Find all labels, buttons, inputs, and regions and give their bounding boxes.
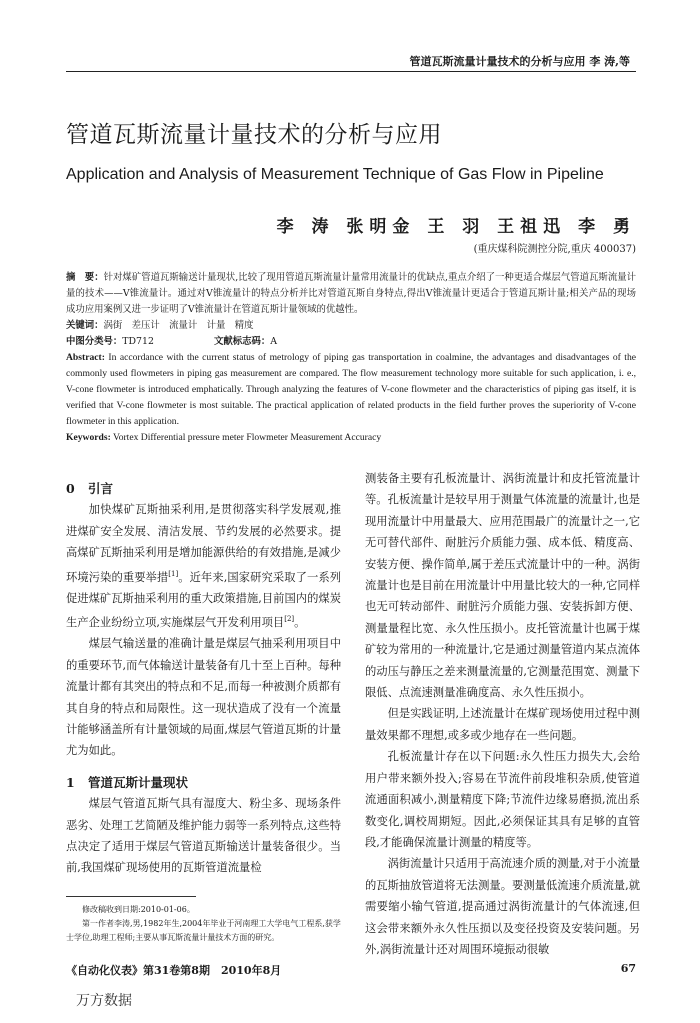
doc-code-value: A	[270, 336, 277, 347]
body-paragraph: 但是实践证明,上述流量计在煤矿现场使用过程中测量效果都不理想,或多或少地存在一些问题。	[365, 707, 640, 742]
section-heading-intro	[66, 478, 341, 499]
paper-title-chinese: 管道瓦斯流量计量技术的分析与应用	[66, 122, 442, 148]
right-column	[365, 468, 640, 960]
classification-line	[66, 334, 636, 350]
citation-ref: [1]	[168, 569, 179, 578]
body-paragraph: 测装备主要有孔板流量计、涡街流量计和皮托管流量计等。孔板流量计是较早用于测量气体流量的流量计,也是现用流量计中用量最大、应用范围最广的流量计之一,它无可替代部件、耐脏污介质能力强、成本低、精度高、安装方便、操作简单,属于差压式流量计中的一种。涡街流量计也是目前在用流量计中用量比较大的一种,它同样也无可转动部件、耐脏污介质能力强、安装拆卸方便、测量量程比宽、永久性压损小。皮托管流量计也属于煤矿较为常用的一种流量计,它是通过测量管道内某点流体的动压与静压之差来测量流量的,它测量范围宽、测量下限低、点流速测量准确度高、永久性压损小。	[365, 472, 640, 700]
clc-label: 中图分类号：	[66, 336, 123, 347]
footnote-received: 修改稿收到日期:2010-01-06。	[82, 905, 195, 914]
section-title: 管道瓦斯计量现状	[88, 774, 189, 790]
body-paragraph	[66, 499, 341, 633]
abstract-block	[66, 270, 636, 446]
keywords-text: 涡街 差压计 流量计 计量 精度	[103, 320, 254, 331]
paragraph-text: 。近年来,国家研究采取了一系列促进煤矿瓦斯抽采利用的重大政策措施,目前国内的煤炭生产企业纷纷立项,实施煤层气开发利用项目	[66, 570, 341, 629]
footnote-rule	[66, 896, 196, 897]
keywords-en-label: Keywords:	[66, 432, 111, 443]
keywords-chinese	[66, 318, 636, 334]
citation-ref: [2]	[284, 615, 295, 624]
body-paragraph: 煤层气管道瓦斯气具有湿度大、粉尘多、现场条件恶劣、处理工艺简陋及维护能力弱等一系列特点,这些特点决定了适用于煤层气管道瓦斯输送计量装备很少。当前,我国煤矿现场使用的瓦斯管道流量检	[66, 797, 341, 875]
left-column	[66, 478, 341, 879]
body-paragraph: 煤层气输送量的准确计量是煤层气抽采利用项目中的重要环节,而气体输送计量装备有几十至上百种。每种流量计都有其突出的特点和不足,而每一种被测介质都有其自身的特点和局限性。这一现状造成了没有一个流量计能够涵盖所有计量领域的局面,煤层气管道瓦斯的计量尤为如此。	[66, 637, 341, 758]
paragraph-text: 加快煤矿瓦斯抽采利用,是贯彻落实科学发展观,推进煤矿安全发展、清洁发展、节约发展的必然要求。提高煤矿瓦斯抽采利用是增加能源供给的有效措施,是减少环境污染的重要举措	[66, 503, 341, 584]
author-affiliation: (重庆煤科院测控分院,重庆 400037)	[473, 244, 636, 255]
body-paragraph: 孔板流量计存在以下问题:永久性压力损失大,会给用户带来额外投入;容易在节流件前段堆积杂质,使管道流通面积减小,测量精度下降;节流件边缘易磨损,流出系数变化,调校周期短。因此,必须保证其具有足够的直管段,才能确保流量计测量的精度等。	[365, 750, 640, 849]
running-head: 管道瓦斯流量计量技术的分析与应用 李 涛,等	[409, 55, 630, 68]
watermark-text: 万方数据	[76, 993, 132, 1009]
journal-citation: 《自动化仪表》第31卷第8期 2010年8月	[66, 964, 282, 977]
paragraph-text: 。	[294, 615, 306, 629]
abstract-en-label: Abstract:	[66, 352, 105, 363]
footnote-author: 第一作者李涛,男,1982年生,2004年毕业于河南理工大学电气工程系,获学士学位,助理工程师;主要从事瓦斯流量计量技术方面的研究。	[66, 919, 341, 942]
paper-title-english: Application and Analysis of Measurement Technique of Gas Flow in Pipeline	[66, 166, 604, 183]
section-number: 0	[66, 481, 75, 496]
body-paragraph: 涡街流量计只适用于高流速介质的测量,对于小流量的瓦斯抽放管道将无法测量。要测量低流速介质流量,就需要缩小输气管道,提高通过涡街流量计的气体流速,但这会带来额外永久性压损以及变径投资及安装问题。另外,涡街流量计还对周围环境振动很敏	[365, 857, 640, 956]
doc-code-label: 文献标志码：	[213, 336, 271, 347]
abstract-chinese	[66, 270, 636, 318]
clc-value: TD712	[122, 336, 154, 347]
keywords-english	[66, 430, 636, 446]
abstract-label: 摘 要：	[66, 272, 104, 283]
section-number: 1	[66, 774, 75, 790]
section-heading-status	[66, 772, 341, 793]
footnotes	[66, 903, 346, 945]
keywords-en-text: Vortex Differential pressure meter Flowmeter Measurement Accuracy	[113, 432, 382, 443]
author-list: 李 涛 张明金 王 羽 王祖迅 李 勇	[276, 217, 636, 237]
page-number: 67	[620, 962, 636, 975]
abstract-en-text: In accordance with the current status of metrology of piping gas transportation in coalmine, the advantages and disadvantages of the commonly used flowmeters in piping gas measurement are compared. The flow measurement technology more suitable for such application, i. e., V-cone flowmeter is introduced emphatically. Through analyzing the features of V-cone flowmeter and the characteristics of piping gas itself, it is verified that V-cone flowmeter is most suitable. The practical application of related products in the field further proves the superiority of V-cone flowmeter in this application.	[66, 352, 636, 427]
abstract-text: 针对煤矿管道瓦斯输送计量现状,比较了现用管道瓦斯流量计量常用流量计的优缺点,重点介绍了一种更适合煤层气管道瓦斯流量计量的技术——V锥流量计。通过对V锥流量计的特点分析并比对管道瓦斯自身特点,得出V锥流量计更适合于管道瓦斯计量;相关产品的现场成功应用案例又进一步证明了V锥流量计在管道瓦斯计量领域的优越性。	[66, 272, 636, 315]
section-title: 引言	[88, 481, 114, 496]
keywords-label: 关键词：	[66, 320, 104, 331]
header-rule	[66, 71, 636, 72]
abstract-english	[66, 350, 636, 430]
